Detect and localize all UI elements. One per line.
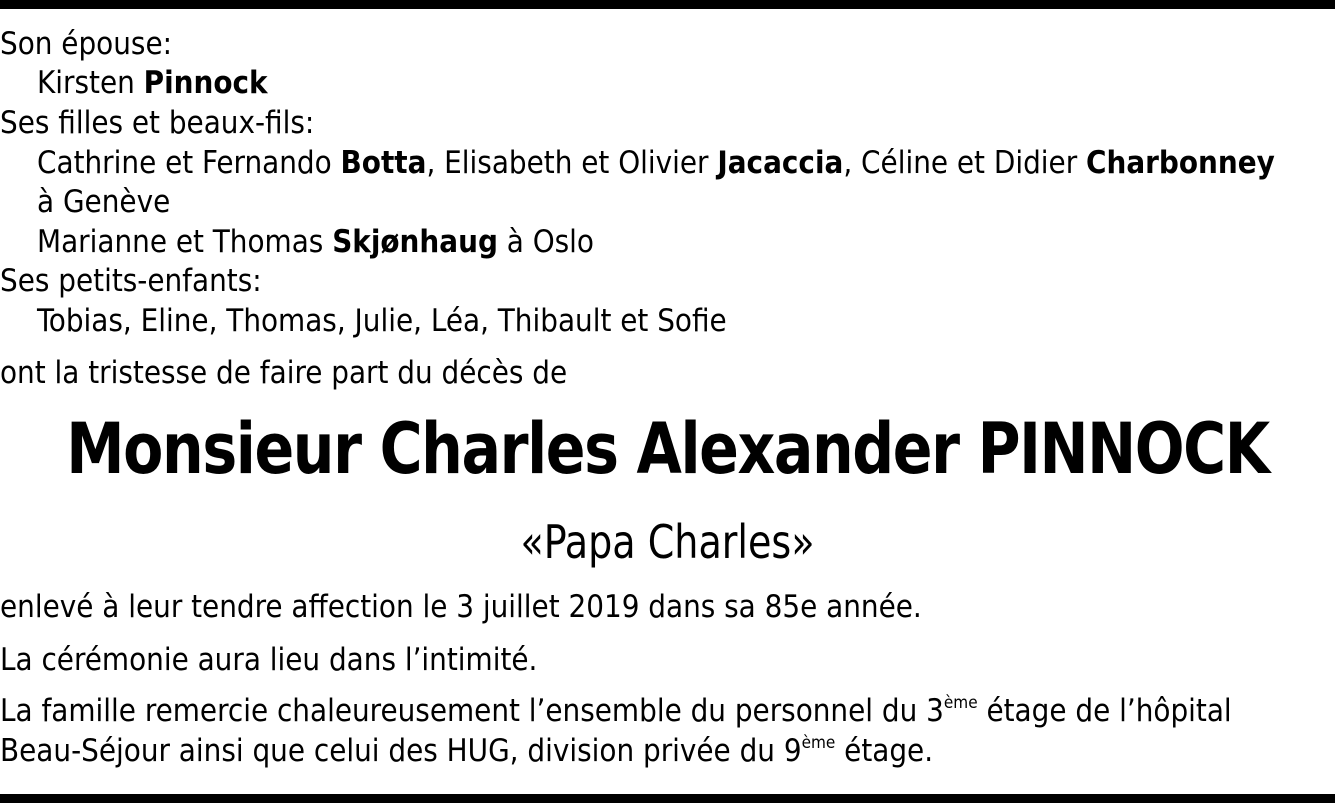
bottom-rule: [0, 794, 1335, 803]
couple-names: Cathrine et Fernando: [37, 145, 341, 181]
couple-surname: Charbonney: [1086, 145, 1275, 181]
deceased-full-name: Monsieur Charles Alexander PINNOCK: [66, 408, 1269, 490]
top-rule: [0, 0, 1335, 9]
couple-surname: Skjønhaug: [332, 224, 498, 260]
announcement-text: ont la tristesse de faire part du décès de: [0, 355, 568, 391]
daughters-heading: Ses filles et beaux-fils:: [0, 105, 315, 141]
couple-surname: Jacaccia: [717, 145, 844, 181]
thanks-line-2: [0, 731, 933, 771]
thanks-text: étage de l’hôpital: [977, 693, 1232, 729]
couple-names: Céline et Didier: [861, 145, 1087, 181]
thanks-text: Beau-Séjour ainsi que celui des HUG, division privée du 9: [0, 733, 802, 769]
spouse-first-name: Kirsten: [37, 65, 144, 101]
daughters-line-2: [37, 222, 594, 262]
deceased-nickname: «Papa Charles»: [520, 515, 815, 569]
daughters-line-1: [37, 143, 1275, 183]
ordinal-suffix: ème: [943, 693, 978, 713]
daughters-line-1-place: à Genève: [37, 184, 171, 220]
death-notice-text: enlevé à leur tendre affection le 3 juillet 2019 dans sa 85e année.: [0, 589, 922, 625]
separator: ,: [426, 145, 445, 181]
spouse-name: [37, 63, 268, 103]
couple-names: Marianne et Thomas: [37, 224, 333, 260]
ordinal-suffix: ème: [801, 733, 836, 753]
thanks-text: La famille remercie chaleureusement l’ensemble du personnel du 3: [0, 693, 944, 729]
grandchildren-names: Tobias, Eline, Thomas, Julie, Léa, Thibault et Sofie: [37, 303, 727, 339]
thanks-line-1: [0, 691, 1232, 731]
spouse-heading: Son épouse:: [0, 26, 173, 62]
couple-names: Elisabeth et Olivier: [444, 145, 718, 181]
grandchildren-heading: Ses petits-enfants:: [0, 263, 262, 299]
spouse-surname: Pinnock: [143, 65, 268, 101]
separator: ,: [843, 145, 862, 181]
thanks-text: étage.: [835, 733, 934, 769]
couple-place: à Oslo: [497, 224, 594, 260]
couple-surname: Botta: [340, 145, 427, 181]
ceremony-text: La cérémonie aura lieu dans l’intimité.: [0, 642, 538, 678]
